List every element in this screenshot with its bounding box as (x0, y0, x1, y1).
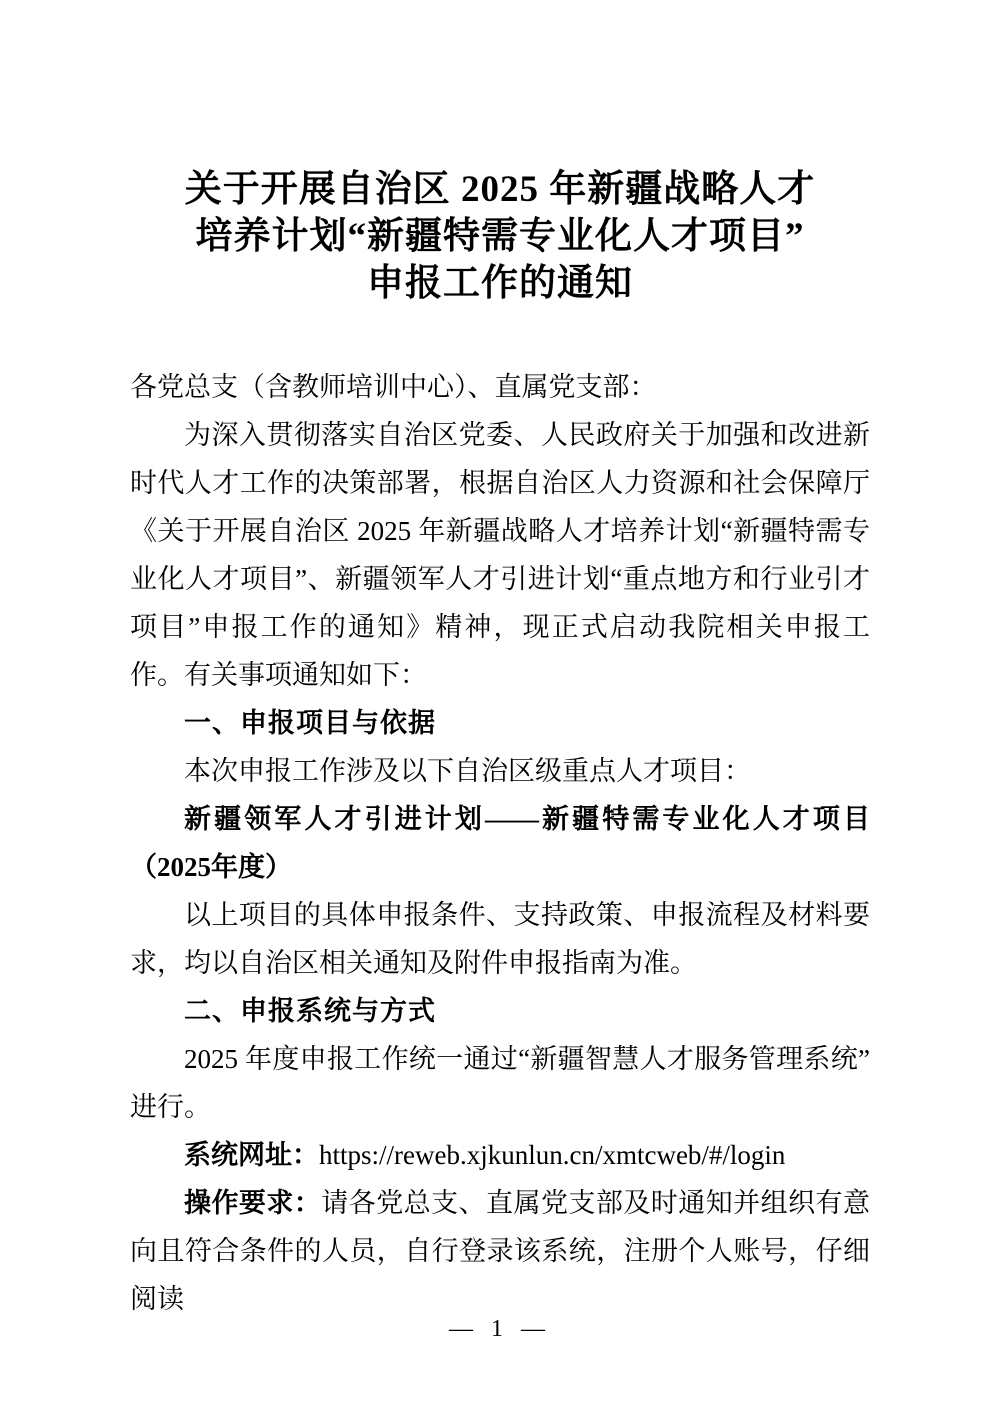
page-number: — 1 — (449, 1316, 551, 1342)
operation-requirements-text: 请各党总支、直属党支部及时通知并组织有意向且符合条件的人员，自行登录该系统，注册个人账号，仔细阅读 (130, 1188, 871, 1314)
document-title-line-3: 申报工作的通知 (367, 263, 633, 304)
document-title-line-1: 关于开展自治区 2025 年新疆战略人才 (184, 169, 816, 210)
system-url-label: 系统网址： (184, 1140, 319, 1170)
operation-requirements-line (130, 1179, 870, 1323)
operation-requirements-label: 操作要求： (184, 1188, 322, 1218)
document-body (130, 363, 870, 1323)
salutation: 各党总支（含教师培训中心）、直属党支部： (130, 372, 657, 402)
section1-note: 以上项目的具体申报条件、支持政策、申报流程及材料要求，均以自治区相关通知及附件申报指南为准。 (130, 900, 870, 978)
system-url: https://reweb.xjkunlun.cn/xmtcweb/#/login (319, 1140, 786, 1170)
section1-lead: 本次申报工作涉及以下自治区级重点人才项目： (184, 756, 751, 786)
system-url-line (130, 1131, 870, 1179)
section1-heading: 一、申报项目与依据 (184, 708, 436, 738)
project-name: 新疆领军人才引进计划——新疆特需专业化人才项目（2025年度） (130, 804, 870, 882)
system-intro: 2025 年度申报工作统一通过“新疆智慧人才服务管理系统”进行。 (130, 1044, 870, 1122)
section2-heading: 二、申报系统与方式 (184, 996, 436, 1026)
document-title-line-2: 培养计划“新疆特需专业化人才项目” (195, 216, 805, 257)
intro-paragraph: 为深入贯彻落实自治区党委、人民政府关于加强和改进新时代人才工作的决策部署，根据自治区人力资源和社会保障厅《关于开展自治区 2025 年新疆战略人才培养计划“新疆特需专业化人才项目”、新疆领军人才引进计划“重点地方和行业引才项目”申报工作的通知》精神，现正式启动我院相关申报工作。有关事项通知如下： (130, 420, 870, 690)
document-title (0, 0, 1000, 307)
